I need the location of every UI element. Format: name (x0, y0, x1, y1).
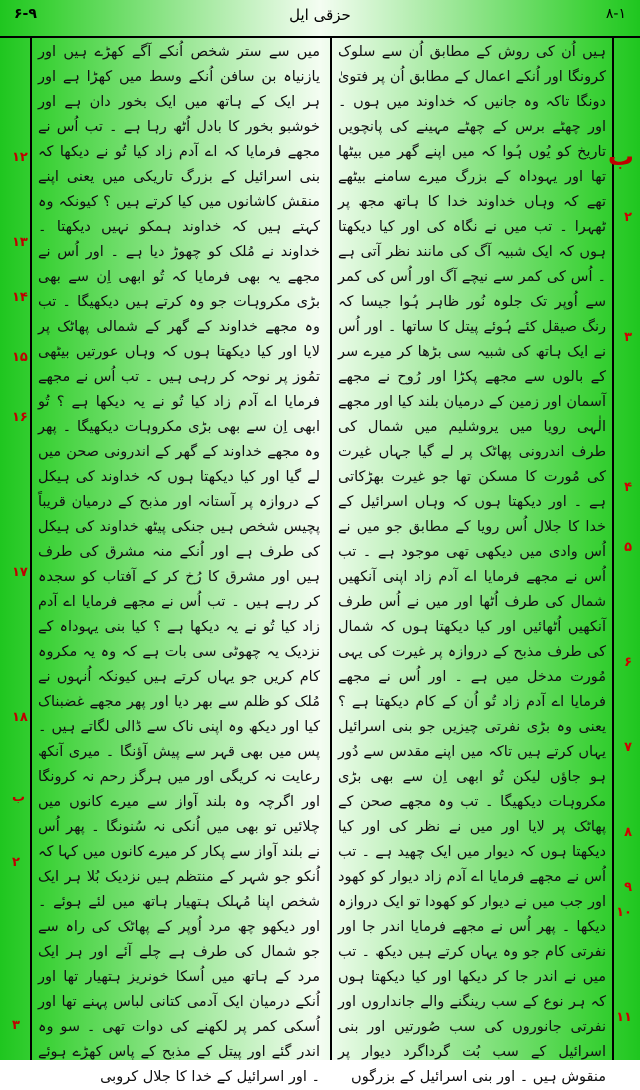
verse-number: ۱۱ (616, 1010, 632, 1025)
verse-number: ۸ (624, 825, 632, 840)
verse-number: ۱۰ (616, 905, 632, 920)
verse-number: ۱۷ (12, 565, 28, 580)
verse-number: ۱۵ (12, 350, 28, 365)
verse-number: ۷ (624, 740, 632, 755)
verse-number: ۳ (624, 330, 632, 345)
verse-number: ۶ (624, 655, 632, 670)
column-text: ہیں اُن کی روش کے مطابق اُن سے سلوک کرونگا اور اُنکے اعمال کے مطابق اُن پر فتویٰ دونگا تاکہ وہ جانیں کہ خداوند میں ہوں ۔ اور چھٹے برس کے چھٹے مہینے کی پانچویں تاریخ کو یُوں ہُوا کہ میں اپنے گھر میں بیٹھا تھا اور یہوداہ کے بزرگ میرے سامنے بیٹھے تھے کہ وہاں خداوند خدا کا ہاتھ مجھ پر ٹھہرا ۔ تب میں نے نگاہ کی اور کیا دیکھتا ہوں کہ ایک شبیہ آگ کی مانند نظر آتی ہے ۔ اُس کی کمر سے نیچے آگ اور اُس کی کمر سے اُوپر تک جلوہ نُور ظاہر ہُوا جیسا کہ رنگ صیقل کئے ہُوئے پیتل کا ساتھا ۔ اور اُس نے ایک ہاتھ کی شبیہ سی بڑھا کر میرے سر کے بالوں سے مجھے پکڑا اور رُوح نے مجھے آسمان اور زمین کے درمیان بلند کیا اور مجھے الٰہی رویا میں یروشلیم میں شمال کی طرف اندرونی پھاٹک پر لے گیا جہاں غیرت کی مُورت کا مسکن تھا جو غیرت بھڑکاتی ہے ۔ اور دیکھتا ہوں کہ وہاں اسرائیل کے خدا کا جلال اُس رویا کے مطابق جو میں نے اُس وادی میں دیکھی تھی موجود ہے ۔ تب اُس نے مجھے فرمایا اے آدم زاد اپنی آنکھیں شمال کی طرف اُٹھا اور میں نے اُس طرف آنکھیں اُٹھائیں اور کیا دیکھتا ہوں کہ شمال کی طرف مذبح کے دروازہ پر غیرت کی یہی مُورت مدخل میں ہے ۔ اور اُس نے مجھے فرمایا اے آدم زاد تُو اُن کے کام دیکھتا ہے ؟ یعنی وہ بڑی نفرتی چیزیں جو بنی اسرائیل یہاں کرتے ہیں تاکہ میں اپنے مقدس سے دُور ہو جاؤں لیکن تُو ابھی اِن سے بھی بڑی مکروہات دیکھیگا ۔ تب وہ مجھے صحن کے پھاٹک پر لایا اور میں نے نظر کی اور کیا دیکھتا ہوں کہ دیوار میں ایک چھید ہے ۔ تب اُس نے مجھے فرمایا اے آدم زاد دیوار کو کھود اور جب میں نے دیوار کو کھودا تو ایک دروازہ دیکھا ۔ پھر اُس نے مجھے فرمایا اندر جا اور نفرتی کام جو وہ یہاں کرتے ہیں دیکھ ۔ تب میں نے اندر جا کر دیکھا اور کیا دیکھتا ہوں کہ ہر نوع کے سب رینگنے والے جانداروں اور نفرتی جانوروں کی سب صُورتیں اور بنی اسرائیل کے سب بُت گرداگرد دیوار پر منقوش ہیں ۔ اور بنی اسرائیل کے بزرگوں (338, 44, 606, 1085)
left-margin-line (30, 36, 32, 1060)
verse-number: ۲ (624, 210, 632, 225)
page-range-right: ۸-۱ (605, 6, 626, 22)
right-margin-line (612, 36, 614, 1060)
verse-number: ۱۶ (12, 410, 28, 425)
column-divider (330, 36, 332, 1060)
left-text-column (38, 40, 320, 1085)
verse-number: ۱۳ (12, 235, 28, 250)
chapter-marker: ب (607, 142, 634, 172)
verse-number: ۳ (12, 1018, 20, 1033)
right-text-column (338, 40, 606, 1085)
page-range-left: ۶-۹ (14, 6, 37, 22)
verse-number: ۵ (624, 540, 632, 555)
book-title: حزقی ایل (289, 6, 351, 24)
verse-number: ۱۴ (12, 290, 28, 305)
verse-number: ۱۸ (12, 710, 28, 725)
verse-number: ۹ (624, 880, 632, 895)
chapter-marker: ب (12, 790, 26, 805)
verse-number: ۲ (12, 855, 20, 870)
column-text: میں سے ستر شخص اُنکے آگے کھڑے ہیں اور یازنیاہ بن سافن اُنکے وسط میں کھڑا ہے اور ہر ایک کے ہاتھ میں ایک بخور دان ہے اور خوشبو بخور کا بادل اُٹھ رہا ہے ۔ تب اُس نے مجھے فرمایا کہ اے آدم زاد کیا تُو نے دیکھا کہ بنی اسرائیل کے بزرگ تاریکی میں یعنی اپنے منقش کاشانوں میں کیا کرتے ہیں ؟ کیونکہ وہ کہتے ہیں کہ خداوند ہمکو نہیں دیکھتا ۔ خداوند نے مُلک کو چھوڑ دیا ہے ۔ اور اُس نے مجھے یہ بھی فرمایا کہ تُو ابھی اِن سے بھی بڑی مکروہات جو وہ کرتے ہیں دیکھیگا ۔ تب وہ مجھے خداوند کے گھر کے شمالی پھاٹک پر لایا اور کیا دیکھتا ہوں کہ وہاں عورتیں بیٹھی تمُوز پر نوحہ کر رہی ہیں ۔ تب اُس نے مجھے فرمایا اے آدم زاد کیا تُو نے یہ دیکھا ہے ؟ تُو ابھی اِن سے بھی بڑی مکروہات دیکھیگا ۔ پھر وہ مجھے خداوند کے گھر کے اندرونی صحن میں لے گیا اور کیا دیکھتا ہوں کہ خداوند کی ہیکل کے دروازہ پر آستانہ اور مذبح کے درمیان قریباً پچیس شخص ہیں جنکی پیٹھ خداوند کی ہیکل کی طرف ہے اور اُنکے منہ مشرق کی طرف ہیں اور مشرق کا رُخ کر کے آفتاب کو سجدہ کر رہے ہیں ۔ تب اُس نے مجھے فرمایا اے آدم زاد کیا تُو نے یہ دیکھا ہے ؟ کیا بنی یہوداہ کے نزدیک یہ چھوٹی سی بات ہے کہ وہ یہ مکروہ کام کریں جو یہاں کرتے ہیں کیونکہ اُنہوں نے مُلک کو ظلم سے بھر دیا اور پھر مجھے غضبناک کیا اور دیکھ وہ اپنی ناک سے ڈالی لگاتے ہیں ۔ پس میں بھی قہر سے پیش آؤنگا ۔ میری آنکھ رعایت نہ کریگی اور میں ہرگز رحم نہ کرونگا اور اگرچہ وہ بلند آواز سے میرے کانوں میں چلائیں تو بھی میں اُنکی نہ سُنونگا ۔ پھر اُس نے بلند آواز سے پکار کر میرے کانوں میں کہا کہ اُنکو جو شہر کے منتظم ہیں نزدیک بُلا ہر ایک شخص اپنا مُہلک ہتھیار ہاتھ میں لئے ہوئے ۔ اور دیکھو چھ مرد اُوپر کے پھاٹک کی راہ سے جو شمال کی طرف ہے چلے آئے اور ہر ایک مرد کے ہاتھ میں اُسکا خونریز ہتھیار تھا اور اُنکے درمیان ایک آدمی کتانی لباس پہنے تھا اور اُسکی کمر پر لکھنے کی دوات تھی ۔ سو وہ اندر گئے اور پیتل کے مذبح کے پاس کھڑے ہوئے ۔ اور اسرائیل کے خدا کا جلال کروبی (38, 44, 320, 1085)
verse-number: ۴ (624, 480, 632, 495)
page-header (0, 0, 640, 38)
verse-number: ۱۲ (12, 150, 28, 165)
